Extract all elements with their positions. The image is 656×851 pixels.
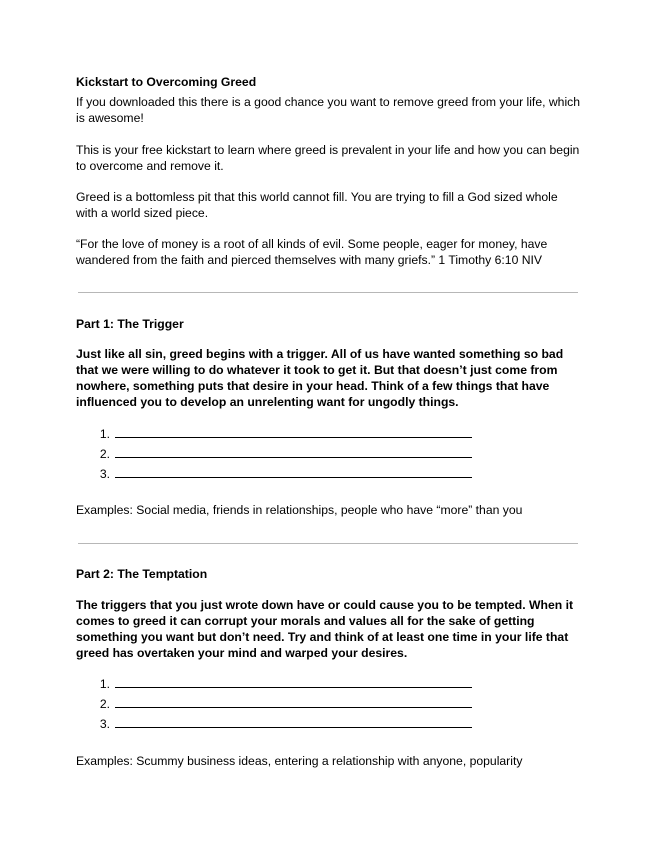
section-divider [78, 292, 578, 293]
answer-blank-line[interactable] [115, 687, 472, 688]
document-title: Kickstart to Overcoming Greed [76, 75, 257, 89]
part1-answer-3[interactable] [96, 466, 476, 482]
list-number: 1. [99, 427, 110, 441]
part2-heading: Part 2: The Temptation [76, 567, 208, 581]
part2-answer-2[interactable] [96, 696, 476, 712]
section-divider [78, 543, 578, 544]
part1-prompt: Just like all sin, greed begins with a trigger. All of us have wanted something so bad that we were willing to do whatever it took to get it. But that doesn’t just come from nowhere, something puts that desire in your head. Think of a few things that have influenced you to develop an unrelenting want for ungodly things. [76, 347, 564, 409]
part2-answer-1[interactable] [96, 676, 476, 692]
list-number: 3. [99, 717, 110, 731]
part1-examples: Examples: Social media, friends in relationships, people who have “more” than you [76, 503, 523, 517]
answer-blank-line[interactable] [115, 457, 472, 458]
list-number: 3. [99, 467, 110, 481]
intro-paragraph-2: This is your free kickstart to learn where greed is prevalent in your life and how you can begin to overcome and remove it. [76, 143, 580, 173]
part2-examples: Examples: Scummy business ideas, entering a relationship with anyone, popularity [76, 754, 523, 768]
answer-blank-line[interactable] [115, 707, 472, 708]
part1-heading: Part 1: The Trigger [76, 317, 184, 331]
part2-prompt: The triggers that you just wrote down have or could cause you to be tempted. When it comes to greed it can corrupt your morals and values all for the sake of getting something you want but don’t need. Try and think of at least one time in your life that greed has overtaken your mind and warped your desires. [76, 598, 574, 660]
answer-blank-line[interactable] [115, 437, 472, 438]
intro-paragraph-3: Greed is a bottomless pit that this world cannot fill. You are trying to fill a God sized whole with a world sized piece. [76, 190, 558, 220]
intro-paragraph-1: If you downloaded this there is a good chance you want to remove greed from your life, which is awesome! [76, 95, 581, 125]
list-number: 2. [99, 697, 110, 711]
list-number: 2. [99, 447, 110, 461]
list-number: 1. [99, 677, 110, 691]
answer-blank-line[interactable] [115, 477, 472, 478]
part2-answer-3[interactable] [96, 716, 476, 732]
answer-blank-line[interactable] [115, 727, 472, 728]
part1-answer-1[interactable] [96, 426, 476, 442]
part1-answer-2[interactable] [96, 446, 476, 462]
bible-quote: “For the love of money is a root of all kinds of evil. Some people, eager for money, have wandered from the faith and pierced themselves with many griefs.” 1 Timothy 6:10 NIV [76, 237, 548, 267]
